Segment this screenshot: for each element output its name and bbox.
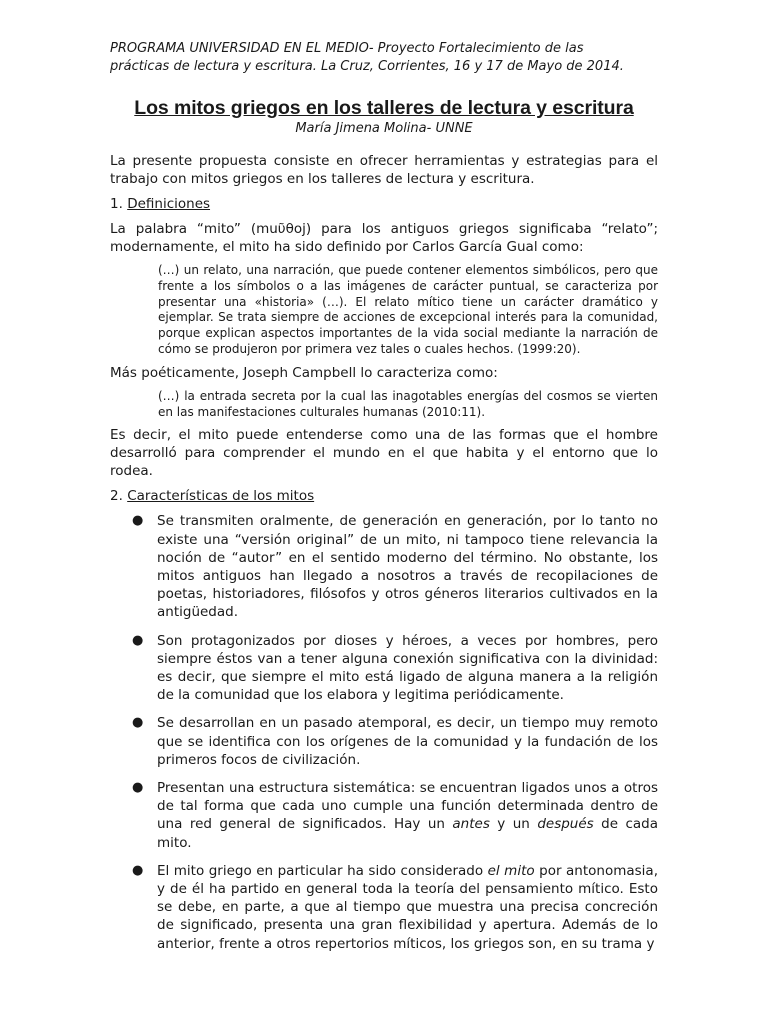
- bullet-icon: ●: [132, 513, 144, 529]
- header-line-2: prácticas de lectura y escritura. La Cruz, Corrientes, 16 y 17 de Mayo de 2014.: [110, 59, 624, 74]
- definition-paragraph: La palabra “mito” (muῦθoj) para los antiguos griegos significaba “relato”; modernamente, el mito ha sido definido por Carlos García Gual como:: [110, 221, 658, 255]
- list-item: [110, 779, 658, 852]
- conclusion-paragraph: Es decir, el mito puede entenderse como una de las formas que el hombre desarrolló para comprender el mundo en el que habita y el entorno que lo rodea.: [110, 427, 658, 480]
- document-title: Los mitos griegos en los talleres de lectura y escritura: [134, 97, 634, 119]
- header-line-1: PROGRAMA UNIVERSIDAD EN EL MEDIO- Proyecto Fortalecimiento de las: [110, 41, 584, 56]
- list-item: [110, 512, 658, 621]
- section-heading-definiciones: [110, 195, 658, 213]
- document-page: [110, 40, 658, 953]
- section-title: Características de los mitos: [127, 488, 315, 505]
- text-run: Presentan una estructura sistemática: se encuentran ligados unos a otros de tal forma que cada uno cumple una función determinada dentro de una red general de significados. Hay un: [157, 780, 658, 833]
- text-run: y un: [489, 816, 538, 833]
- section-number: 2.: [110, 488, 123, 505]
- campbell-paragraph: Más poéticamente, Joseph Campbell lo caracteriza como:: [110, 364, 498, 381]
- list-item-text: Se transmiten oralmente, de generación en generación, por lo tanto no existe una “versión original” de un mito, ni tampoco tiene relevancia la noción de “autor” en el sentido moderno del término. No obstante, los mitos antiguos han llegado a nosotros a través de recopilaciones de poetas, historiadores, filósofos y otros géneros literarios cultivados en la antigüedad.: [157, 513, 658, 621]
- list-item: [110, 714, 658, 769]
- characteristics-list: [110, 512, 658, 952]
- emphasis: antes: [452, 816, 490, 833]
- section-number: 1.: [110, 196, 123, 212]
- bullet-icon: ●: [132, 715, 144, 731]
- list-item: [110, 862, 658, 953]
- text-run: de cada mito.: [157, 816, 658, 851]
- list-item-text: [157, 780, 658, 851]
- list-item: [110, 632, 658, 705]
- bullet-icon: ●: [132, 780, 144, 796]
- bullet-icon: ●: [132, 862, 144, 878]
- intro-paragraph: La presente propuesta consiste en ofrecer herramientas y estrategias para el trabajo con mitos griegos en los talleres de lectura y escritura.: [110, 153, 658, 187]
- section-title: Definiciones: [127, 196, 211, 212]
- list-item-text: Se desarrollan en un pasado atemporal, es decir, un tiempo muy remoto que se identifica con los orígenes de la comunidad y la fundación de los primeros focos de civilización.: [157, 715, 658, 768]
- author-line: María Jimena Molina- UNNE: [295, 121, 473, 136]
- quote-campbell: (…) la entrada secreta por la cual las inagotables energías del cosmos se vierten en las manifestaciones culturales humanas (2010:11).: [158, 388, 658, 419]
- text-run: por antonomasia, y de él ha partido en general toda la teoría del pensamiento mítico. Esto se debe, en parte, a que al tiempo que muestra una precisa concreción de significado, presenta una gran flexibilidad y apertura. Además de lo anterior, frente a otros repertorios míticos, los griegos son, en su trama y: [157, 862, 658, 952]
- list-item-text: [157, 863, 658, 952]
- list-item-text: Son protagonizados por dioses y héroes, a veces por hombres, pero siempre éstos van a tener alguna conexión significativa con la divinidad: es decir, que siempre el mito está ligado de alguna manera a la religión de la comunidad que los elabora y legitima periódicamente.: [157, 632, 658, 704]
- text-run: El mito griego en particular ha sido considerado: [157, 862, 488, 879]
- emphasis: después: [537, 816, 594, 833]
- bullet-icon: ●: [132, 632, 144, 648]
- document-header: [110, 40, 658, 76]
- emphasis: el mito: [487, 862, 535, 879]
- section-heading-caracteristicas: [110, 487, 658, 505]
- quote-garcia-gual: (…) un relato, una narración, que puede contener elementos simbólicos, pero que frente a los símbolos o a las imágenes de carácter puntual, se caracteriza por presentar una «historia» (…). El relato mítico tiene un carácter dramático y ejemplar. Se trata siempre de acciones de excepcional interés para la comunidad, porque explican aspectos importantes de la vida social mediante la narración de cómo se produjeron por primera vez tales o cuales hechos. (1999:20).: [158, 263, 658, 356]
